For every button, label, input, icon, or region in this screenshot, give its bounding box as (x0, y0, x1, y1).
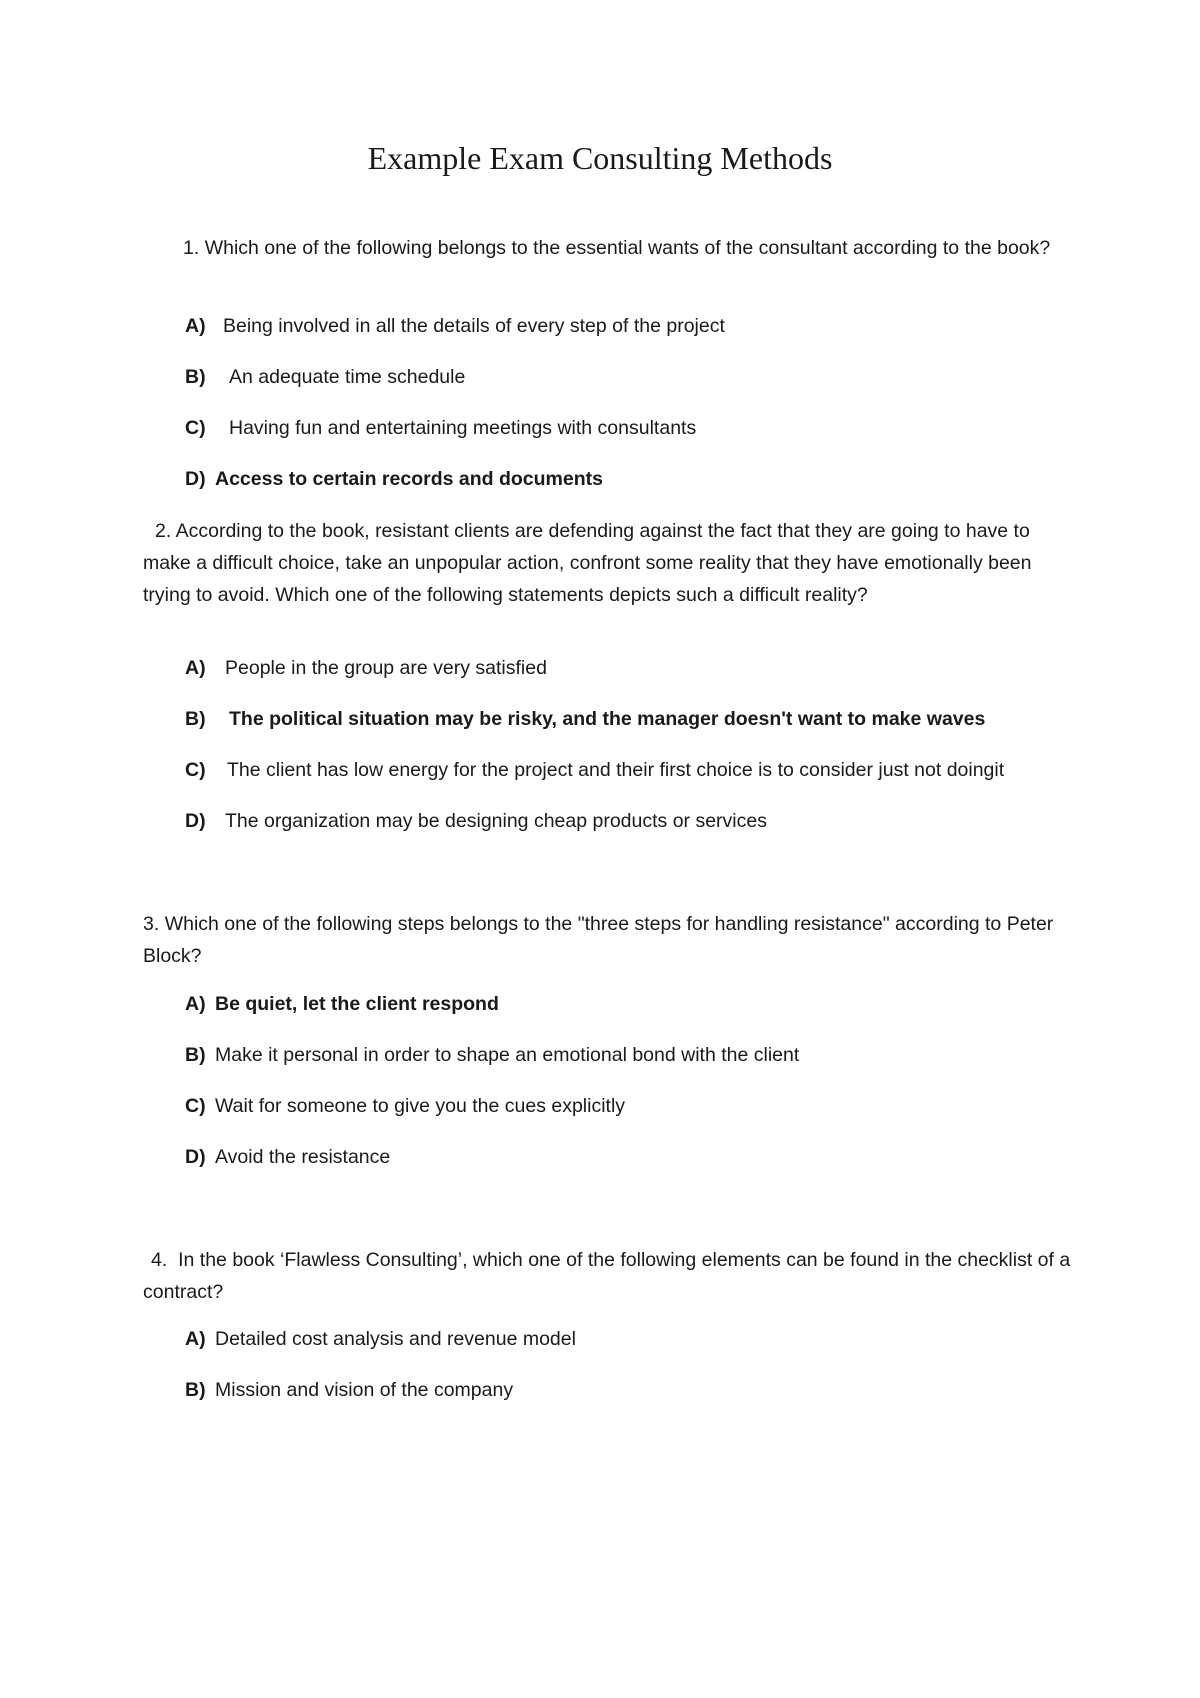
question-1-option-d (185, 464, 1085, 494)
question-number: 2. (155, 520, 172, 542)
question-3 (143, 908, 1073, 972)
option-text: The organization may be designing cheap products or services (225, 810, 767, 832)
option-text: An adequate time schedule (229, 366, 466, 388)
question-text: Which one of the following belongs to the essential wants of the consultant according to the book? (204, 237, 1051, 259)
question-text: Which one of the following steps belongs to the "three steps for handling resistance" according to Peter Block? (143, 913, 1054, 967)
option-letter: B) (185, 708, 206, 730)
question-1-option-b (185, 362, 1085, 392)
option-letter: D) (185, 810, 206, 832)
question-3-option-a (185, 989, 1085, 1019)
option-text: Access to certain records and documents (215, 468, 603, 490)
option-letter: B) (185, 1044, 206, 1066)
option-text: The political situation may be risky, and the manager doesn't want to make waves (229, 708, 986, 730)
question-text: In the book ‘Flawless Consulting’, which one of the following elements can be found in the checklist of a contract? (143, 1249, 1071, 1303)
question-3-option-c (185, 1091, 1085, 1121)
option-letter: D) (185, 468, 206, 490)
option-text: Mission and vision of the company (215, 1379, 514, 1401)
option-letter: B) (185, 1379, 206, 1401)
question-2-option-d (185, 806, 1085, 836)
option-text: Wait for someone to give you the cues explicitly (215, 1095, 626, 1117)
question-4-option-b (185, 1375, 1085, 1405)
question-2-option-c (185, 755, 1085, 785)
question-4-option-a (185, 1324, 1085, 1354)
option-text: Be quiet, let the client respond (215, 993, 499, 1015)
question-1 (143, 232, 1073, 264)
option-letter: A) (185, 315, 206, 337)
option-letter: A) (185, 993, 206, 1015)
question-1-option-c (185, 413, 1085, 443)
question-3-option-d (185, 1142, 1085, 1172)
question-text: According to the book, resistant clients are defending against the fact that they are going to have to make a difficult choice, take an unpopular action, confront some reality that they have emotionally been trying to avoid. Which one of the following statements depicts such a difficult reality? (143, 520, 1032, 606)
question-1-option-a (185, 311, 1085, 341)
option-letter: C) (185, 417, 206, 439)
option-text: Having fun and entertaining meetings with consultants (229, 417, 697, 439)
option-text: Avoid the resistance (215, 1146, 391, 1168)
option-letter: C) (185, 759, 206, 781)
question-2-option-a (185, 653, 1085, 683)
page-title: Example Exam Consulting Methods (367, 140, 833, 176)
question-number: 4. (151, 1249, 168, 1271)
option-text: The client has low energy for the project and their first choice is to consider just not doingit (227, 759, 1005, 781)
question-number: 3. (143, 913, 160, 935)
option-letter: A) (185, 657, 206, 679)
option-letter: B) (185, 366, 206, 388)
option-text: People in the group are very satisfied (225, 657, 547, 679)
option-letter: D) (185, 1146, 206, 1168)
option-text: Being involved in all the details of every step of the project (223, 315, 725, 337)
question-4 (143, 1244, 1073, 1308)
question-2 (143, 515, 1073, 611)
option-text: Detailed cost analysis and revenue model (215, 1328, 576, 1350)
option-text: Make it personal in order to shape an emotional bond with the client (215, 1044, 800, 1066)
option-letter: C) (185, 1095, 206, 1117)
option-letter: A) (185, 1328, 206, 1350)
question-2-option-b (185, 704, 1085, 734)
question-number: 1. (183, 237, 200, 259)
question-3-option-b (185, 1040, 1085, 1070)
